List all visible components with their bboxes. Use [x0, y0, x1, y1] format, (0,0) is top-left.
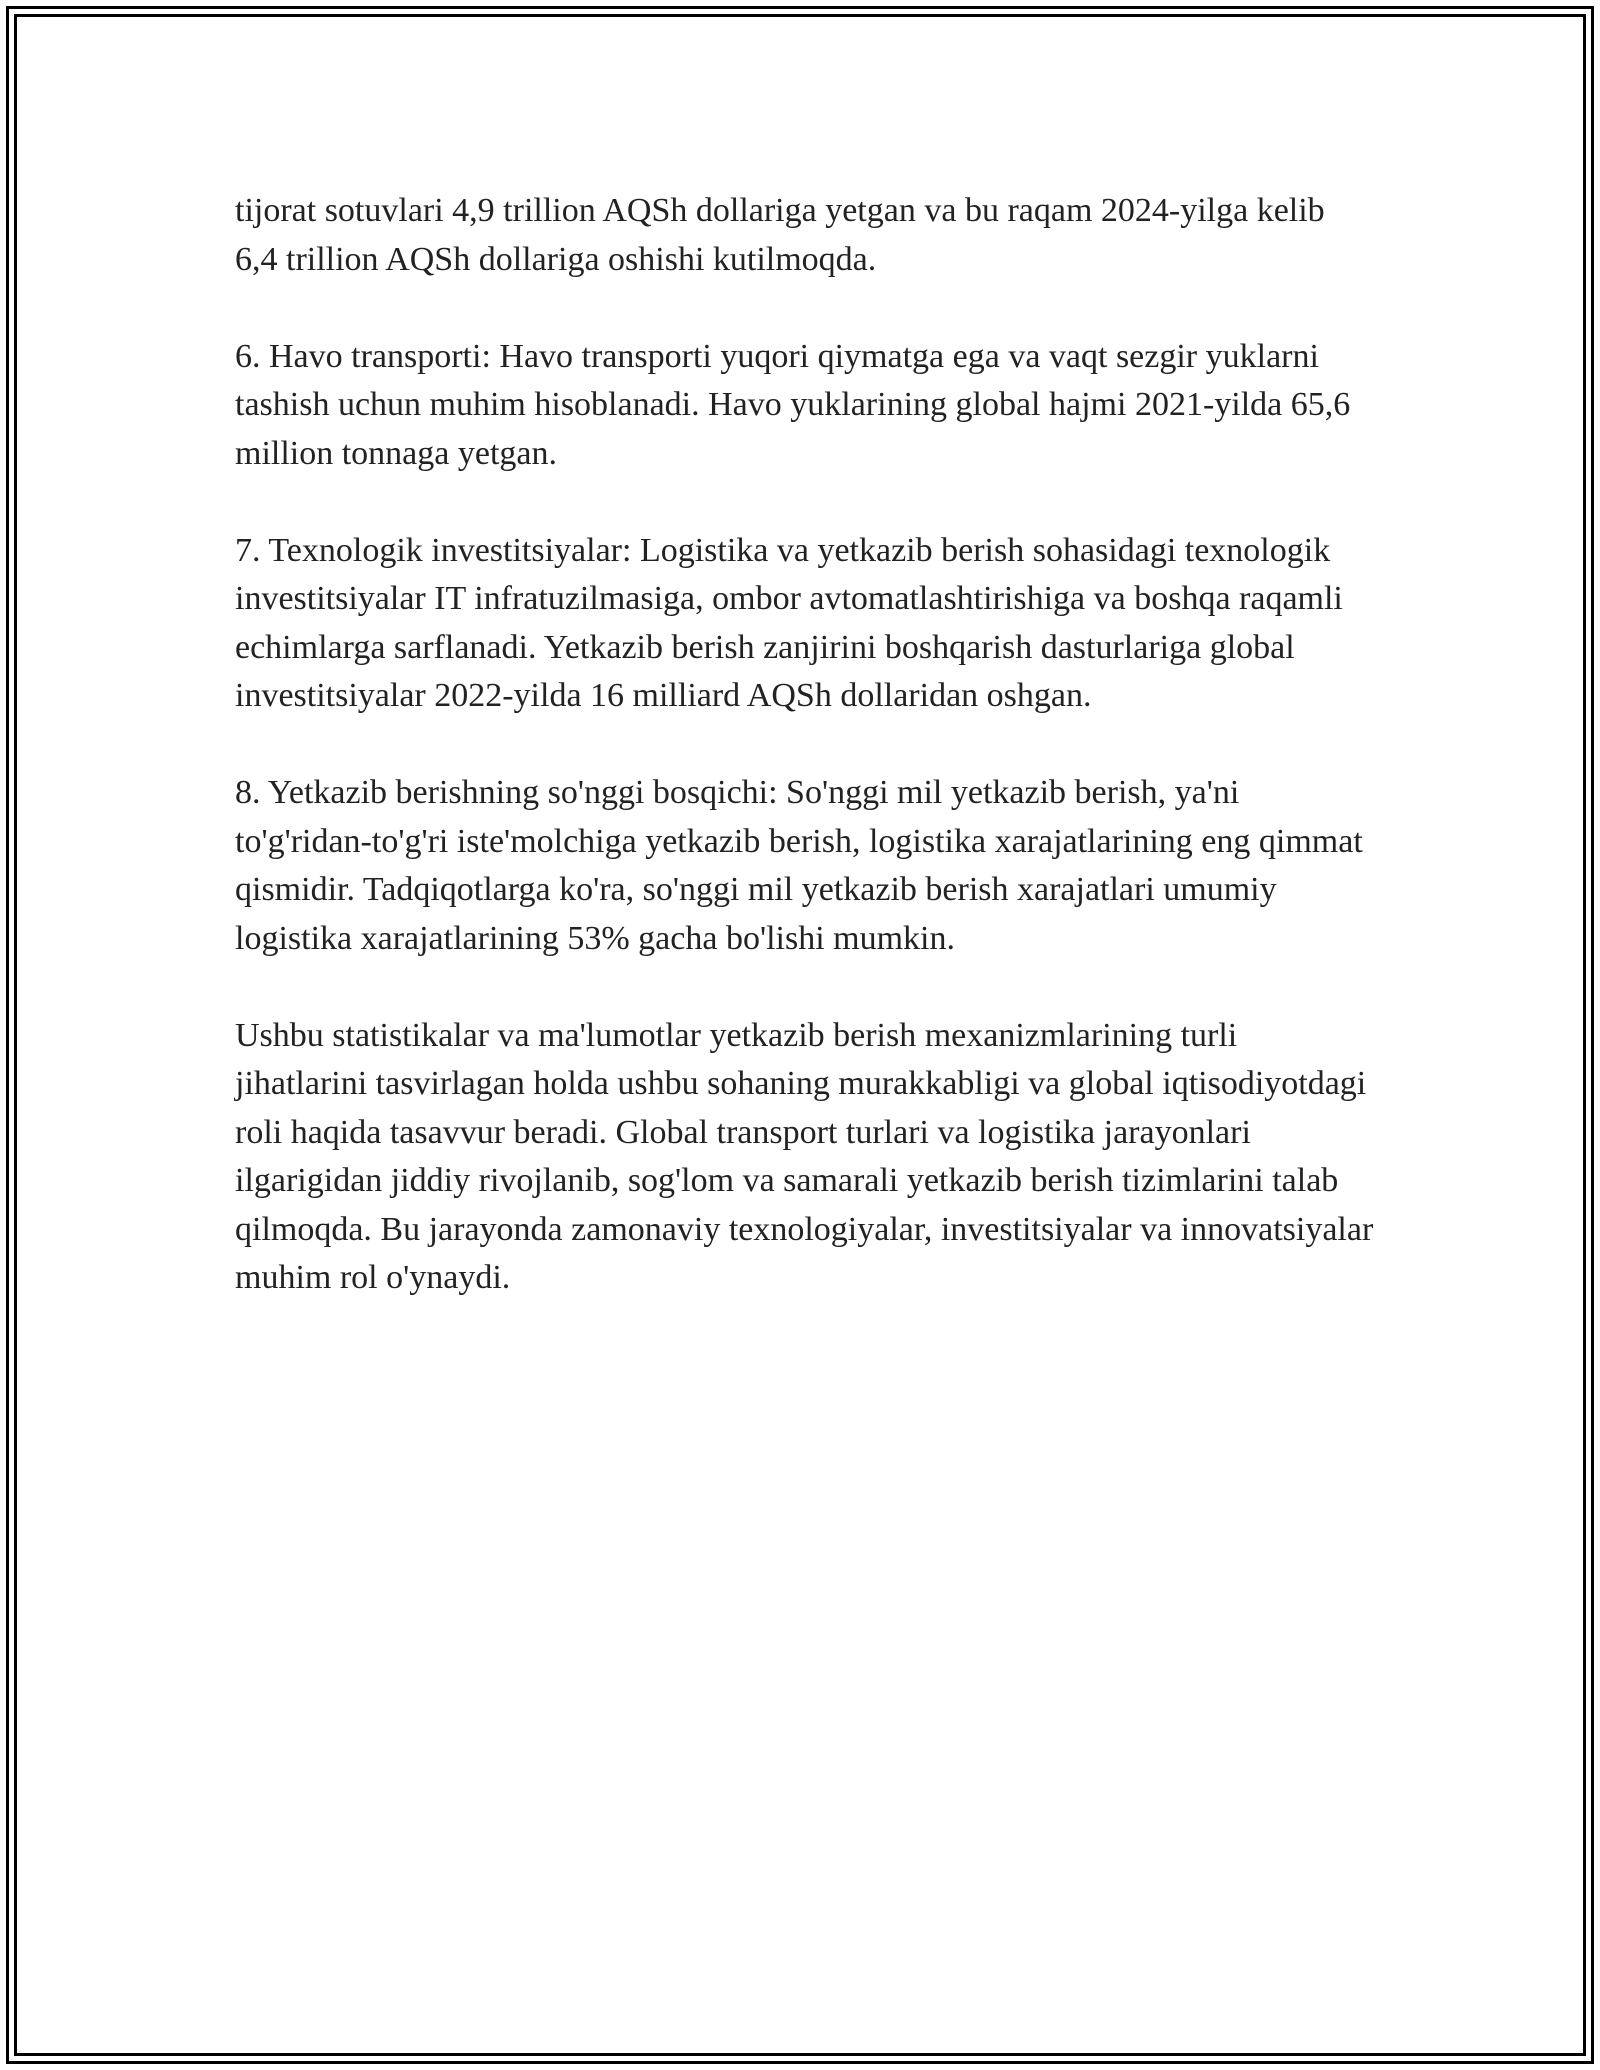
paragraph-conclusion: Ushbu statistikalar va ma'lumotlar yetkazib berish mexanizmlarining turli jihatlarini tasvirlagan holda ushbu sohaning murakkabligi va global iqtisodiyotdagi roli haqida tasavvur beradi. Global transport turlari va logistika jarayonlari ilgarigidan jiddiy rivojlanib, sog'lom va samarali yetkazib berish tizimlarini talab qilmoqda. Bu jarayonda zamonaviy texnologiyalar, investitsiyalar va innovatsiyalar muhim rol o'ynaydi.: [235, 1016, 1374, 1296]
paragraph-ecommerce-sales: tijorat sotuvlari 4,9 trillion AQSh dollariga yetgan va bu raqam 2024-yilga kelib 6,4 trillion AQSh dollariga oshishi kutilmoqda.: [235, 192, 1325, 278]
paragraph-air-transport: 6. Havo transporti: Havo transporti yuqori qiymatga ega va vaqt sezgir yuklarni tashish uchun muhim hisoblanadi. Havo yuklarining global hajmi 2021-yilda 65,6 million tonnaga yetgan.: [235, 337, 1351, 472]
document-body: [235, 187, 1375, 1351]
paragraph-tech-investments: 7. Texnologik investitsiyalar: Logistika va yetkazib berish sohasidagi texnologik investitsiyalar IT infratuzilmasiga, ombor avtomatlashtirishiga va boshqa raqamli echimlarga sarflanadi. Yetkazib berish zanjirini boshqarish dasturlariga global investitsiyalar 2022-yilda 16 milliard AQSh dollaridan oshgan.: [235, 531, 1343, 714]
paragraph-last-mile-delivery: 8. Yetkazib berishning so'nggi bosqichi: So'nggi mil yetkazib berish, ya'ni to'g'ridan-to'g'ri iste'molchiga yetkazib berish, logistika xarajatlarining eng qimmat qismidir. Tadqiqotlarga ko'ra, so'nggi mil yetkazib berish xarajatlari umumiy logistika xarajatlarining 53% gacha bo'lishi mumkin.: [235, 774, 1363, 957]
